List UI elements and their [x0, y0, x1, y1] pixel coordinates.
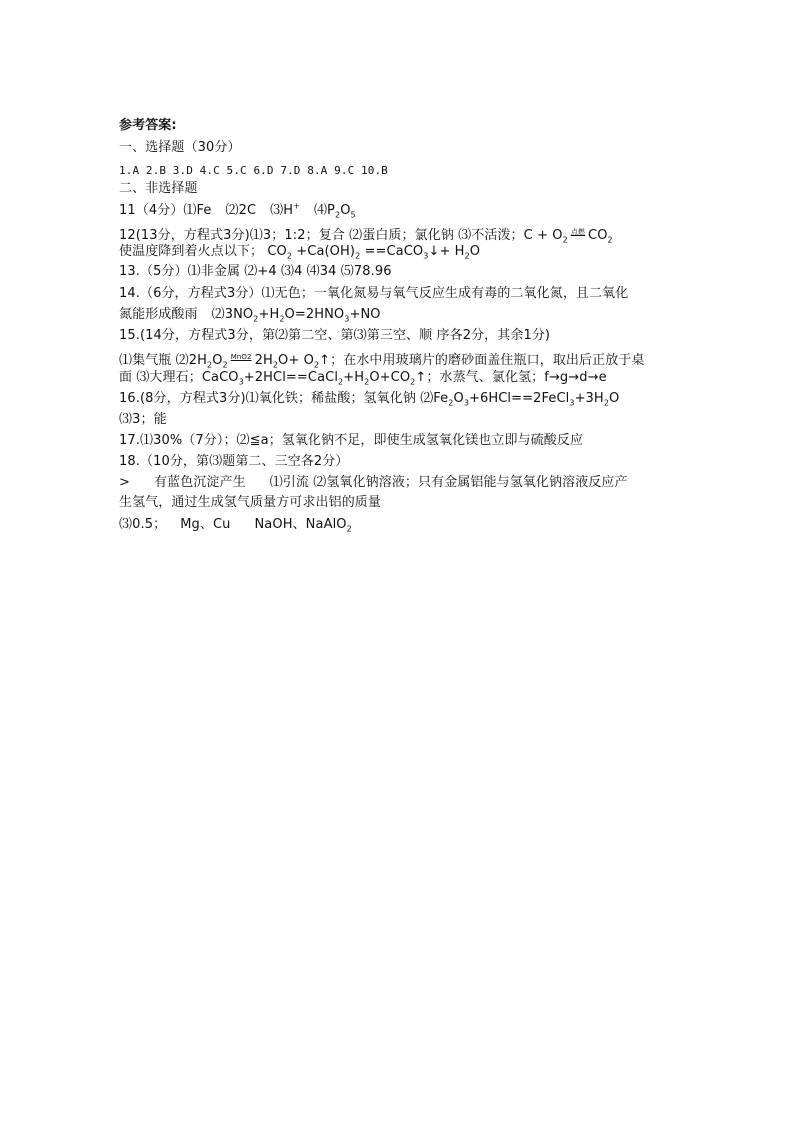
section-choice-title: 一、选择题（30分）	[119, 140, 241, 155]
q14-answer-line2: 氮能形成酸雨 $⑵3NO_2+H_2O=2HNO_3+NO$	[119, 307, 381, 324]
q15-answer-line3: 面 ⑶大理石；$CaCO_3+2HCl==CaCl_2+H_2O+CO_2↑$；水蒸气、氯化氢；f→g→d→e	[119, 370, 607, 387]
reaction-condition: MnO2	[230, 353, 252, 361]
q13-answer: 13.（5分）⑴非金属 ⑵+4 ⑶4 ⑷34 ⑸78.96	[119, 264, 392, 279]
reaction-condition: 点燃	[570, 228, 586, 236]
q12-answer-line2: 使温度降到着火点以下； $CO_2 +Ca(OH)_2$ ==CaCO$_3$↓+ $H_2O$	[119, 244, 481, 261]
q11-answer: 11（4分）⑴Fe ⑵2C ⑶H+ $⑷P_2O_5$	[119, 201, 356, 220]
choice-answers: 1.A 2.B 3.D 4.C 5.C 6.D 7.D 8.A 9.C 10.B	[119, 164, 388, 177]
q18-answer-line4: ⑶0.5； Mg、Cu NaOH、NaAlO$_2$	[119, 517, 352, 534]
q18-answer-line2: > 有蓝色沉淀产生 ⑴引流 ⑵氢氧化钠溶液；只有金属铝能与氢氧化钠溶液反应产	[119, 475, 628, 490]
q17-answer: 17.⑴30%（7分）；⑵≦a；氢氧化钠不足，即使生成氢氧化镁也立即与硫酸反应	[119, 433, 584, 448]
q18-answer-line1: 18.（10分，第⑶题第二、三空各2分）	[119, 454, 349, 469]
q15-answer-line1: 15.(14分，方程式3分，第⑵第二空、第⑶第三空、顺 序各2分，其余1分)	[119, 328, 551, 343]
q18-answer-line3: 生氢气，通过生成氢气质量方可求出铝的质量	[119, 495, 382, 510]
q16-answer-line2: ⑶3；能	[119, 412, 167, 427]
q12-answer-line1: 12(13分，方程式3分)⑴3；1:2；复合 ⑵蛋白质；氯化钠 ⑶不活泼；$C + O_2$点燃 $CO_2$	[119, 223, 613, 245]
q14-answer-line1: 14.（6分，方程式3分）⑴无色；一氧化氮易与氧气反应生成有毒的二氧化氮，且二氧化	[119, 286, 629, 301]
q15-answer-line2: ⑴集气瓶 $⑵2H_2O_2MnO2$ $2H_2O+$ $O_2↑$；在水中用玻璃片的磨砂面盖住瓶口，取出后正放于桌	[119, 348, 645, 370]
answer-heading: 参考答案:	[119, 118, 177, 133]
q16-answer-line1: 16.(8分，方程式3分)⑴氧化铁；稀盐酸；氢氧化钠 $⑵Fe_2O_3+6HCl==2FeCl_3+3H_2O$	[119, 391, 620, 408]
section-nonchoice-title: 二、非选择题	[119, 181, 198, 196]
